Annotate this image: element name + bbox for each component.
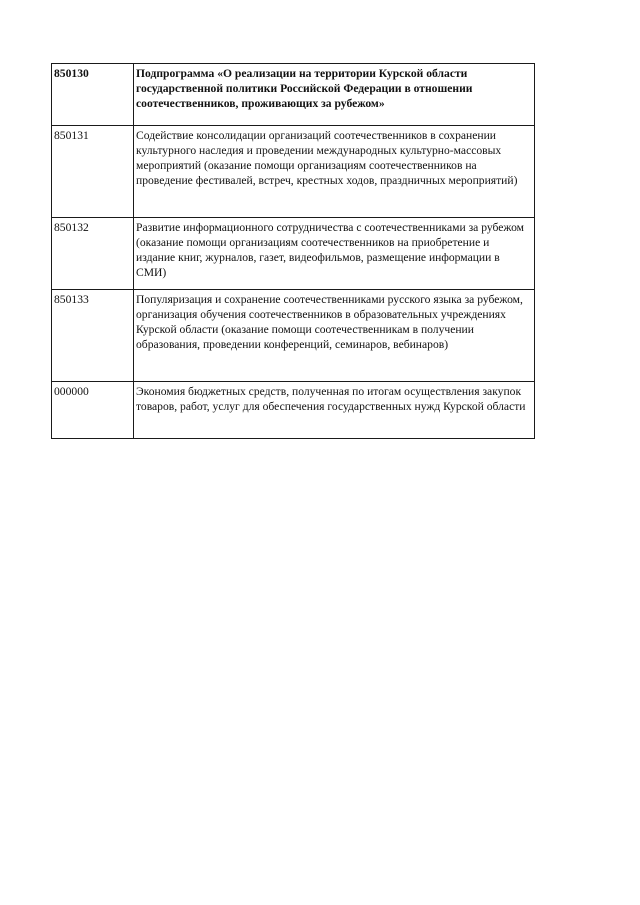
table-row (52, 126, 535, 218)
description-cell: Развитие информационного сотрудничества с соотечественниками за рубежом (оказание помощи организациям соотечественников на приобретение и издание книг, журналов, газет, видеофильмов, размещение информации в СМИ) (134, 218, 535, 290)
table-row (52, 290, 535, 382)
description-cell: Популяризация и сохранение соотечественниками русского языка за рубежом, организация обучения соотечественников в образовательных учреждениях Курской области (оказание помощи соотечественникам в получении образования, проведении конференций, семинаров, вебинаров) (134, 290, 535, 382)
table-row (52, 382, 535, 439)
code-cell: 850130 (52, 64, 134, 126)
table-row (52, 64, 535, 126)
description-cell: Подпрограмма «О реализации на территории Курской области государственной политики Российской Федерации в отношении соотечественников, проживающих за рубежом» (134, 64, 535, 126)
description-cell: Экономия бюджетных средств, полученная по итогам осуществления закупок товаров, работ, услуг для обеспечения государственных нужд Курской области (134, 382, 535, 439)
description-cell: Содействие консолидации организаций соотечественников в сохранении культурного наследия и проведении международных культурно-массовых мероприятий (оказание помощи организациям соотечественников на проведение фестивалей, встреч, крестных ходов, праздничных мероприятий) (134, 126, 535, 218)
code-cell: 850131 (52, 126, 134, 218)
code-cell: 850132 (52, 218, 134, 290)
code-cell: 000000 (52, 382, 134, 439)
budget-codes-table (51, 63, 535, 439)
code-cell: 850133 (52, 290, 134, 382)
table-row (52, 218, 535, 290)
